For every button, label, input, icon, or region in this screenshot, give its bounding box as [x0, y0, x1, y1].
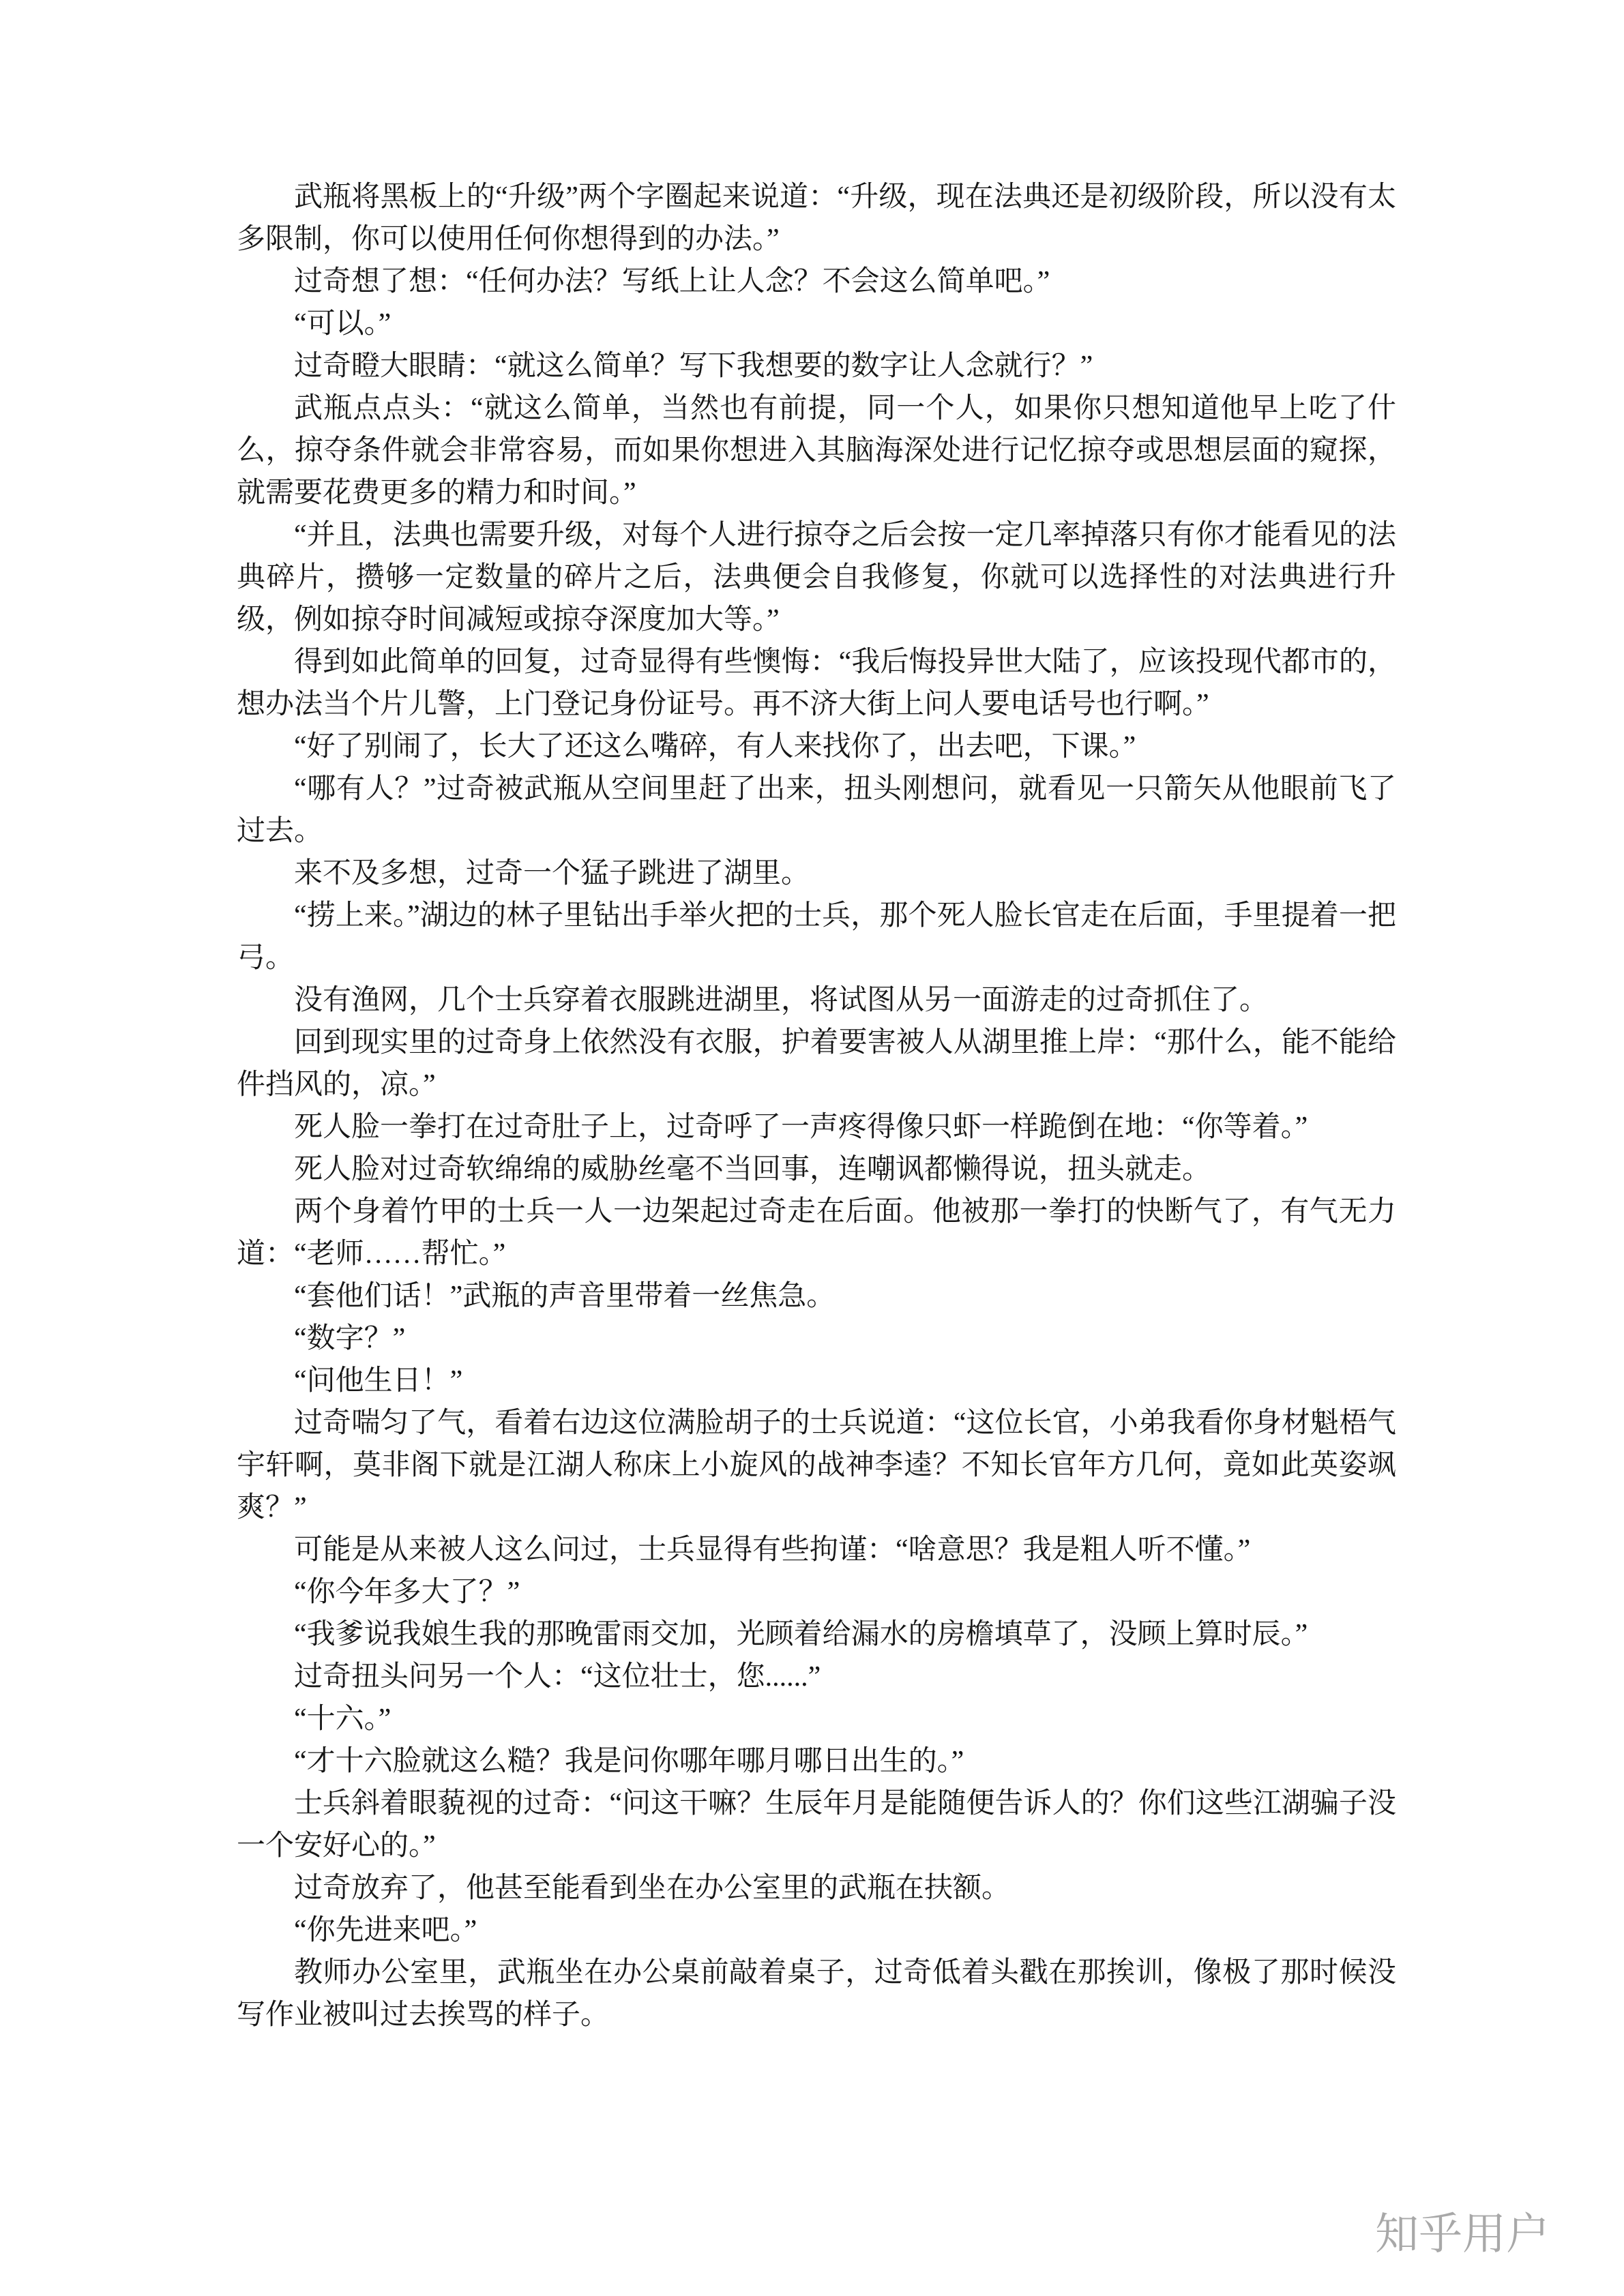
paragraph: “好了别闹了，长大了还这么嘴碎，有人来找你了，出去吧，下课。” [294, 731, 1136, 762]
paragraph: 武瓶将黑板上的“升级”两个字圈起来说道：“升级，现在法典还是初级阶段，所以没有太多限制，你可以使用任何你想得到的办法。” [237, 181, 1396, 255]
paragraph: 过奇瞪大眼睛：“就这么简单？写下我想要的数字让人念就行？” [294, 351, 1093, 382]
paragraph: 武瓶点点头：“就这么简单，当然也有前提，同一个人，如果你只想知道他早上吃了什么，掠夺条件就会非常容易，而如果你想进入其脑海深处进行记忆掠夺或思想层面的窥探，就需要花费更多的精力和时间。” [237, 393, 1396, 509]
paragraph: 得到如此简单的回复，过奇显得有些懊悔：“我后悔投异世大陆了，应该投现代都市的，想办法当个片儿警，上门登记身份证号。再不济大街上问人要电话号也行啊。” [237, 646, 1396, 720]
paragraph: 过奇喘匀了气，看着右边这位满脸胡子的士兵说道：“这位长官，小弟我看你身材魁梧气宇轩啊，莫非阁下就是江湖人称床上小旋风的战神李逵？不知长官年方几何，竟如此英姿飒爽？” [237, 1407, 1396, 1523]
zhihu-user-watermark: 知乎用户 [1375, 2209, 1550, 2258]
paragraph: 回到现实里的过奇身上依然没有衣服，护着要害被人从湖里推上岸：“那什么，能不能给件挡风的，凉。” [237, 1027, 1396, 1101]
paragraph: “十六。” [294, 1703, 392, 1735]
paragraph: “捞上来。”湖边的林子里钻出手举火把的士兵，那个死人脸长官走在后面，手里提着一把弓。 [237, 900, 1396, 974]
paragraph: 来不及多想，过奇一个猛子跳进了湖里。 [294, 858, 810, 889]
paragraph: “可以。” [294, 308, 392, 340]
paragraph: 教师办公室里，武瓶坐在办公桌前敲着桌子，过奇低着头戳在那挨训，像极了那时候没写作业被叫过去挨骂的样子。 [237, 1957, 1396, 2031]
paragraph: 过奇扭头问另一个人：“这位壮士，您......” [294, 1661, 821, 1693]
paragraph: “你今年多大了？” [294, 1577, 520, 1608]
paragraph: 士兵斜着眼藐视的过奇：“问这干嘛？生辰年月是能随便告诉人的？你们这些江湖骗子没一个安好心的。” [237, 1788, 1396, 1862]
paragraph: 死人脸对过奇软绵绵的威胁丝毫不当回事，连嘲讽都懒得说，扭头就走。 [294, 1154, 1211, 1185]
paragraph: “问他生日！” [294, 1365, 463, 1397]
paragraph: 过奇放弃了，他甚至能看到坐在办公室里的武瓶在扶额。 [294, 1873, 1011, 1904]
paragraph: “哪有人？”过奇被武瓶从空间里赶了出来，扭头刚想问，就看见一只箭矢从他眼前飞了过去。 [237, 773, 1396, 847]
paragraph: 可能是从来被人这么问过，士兵显得有些拘谨：“啥意思？我是粗人听不懂。” [294, 1534, 1251, 1566]
paragraph: “你先进来吧。” [294, 1915, 477, 1946]
novel-text-body [237, 176, 1396, 2036]
paragraph: 两个身着竹甲的士兵一人一边架起过奇走在后面。他被那一拳打的快断气了，有气无力道：“老师……帮忙。” [237, 1196, 1396, 1270]
paragraph: “套他们话！”武瓶的声音里带着一丝焦急。 [294, 1281, 836, 1312]
paragraph: “才十六脸就这么糙？我是问你哪年哪月哪日出生的。” [294, 1746, 964, 1777]
paragraph: 死人脸一拳打在过奇肚子上，过奇呼了一声疼得像只虾一样跪倒在地：“你等着。” [294, 1112, 1308, 1143]
paragraph: 过奇想了想：“任何办法？写纸上让人念？不会这么简单吧。” [294, 266, 1050, 297]
paragraph: “并且，法典也需要升级，对每个人进行掠夺之后会按一定几率掉落只有你才能看见的法典碎片，攒够一定数量的碎片之后，法典便会自我修复，你就可以选择性的对法典进行升级，例如掠夺时间减短或掠夺深度加大等。” [237, 520, 1396, 636]
paragraph: 没有渔网，几个士兵穿着衣服跳进湖里，将试图从另一面游走的过奇抓住了。 [294, 985, 1269, 1016]
paragraph: “数字？” [294, 1323, 406, 1354]
paragraph: “我爹说我娘生我的那晚雷雨交加，光顾着给漏水的房檐填草了，没顾上算时辰。” [294, 1619, 1308, 1650]
